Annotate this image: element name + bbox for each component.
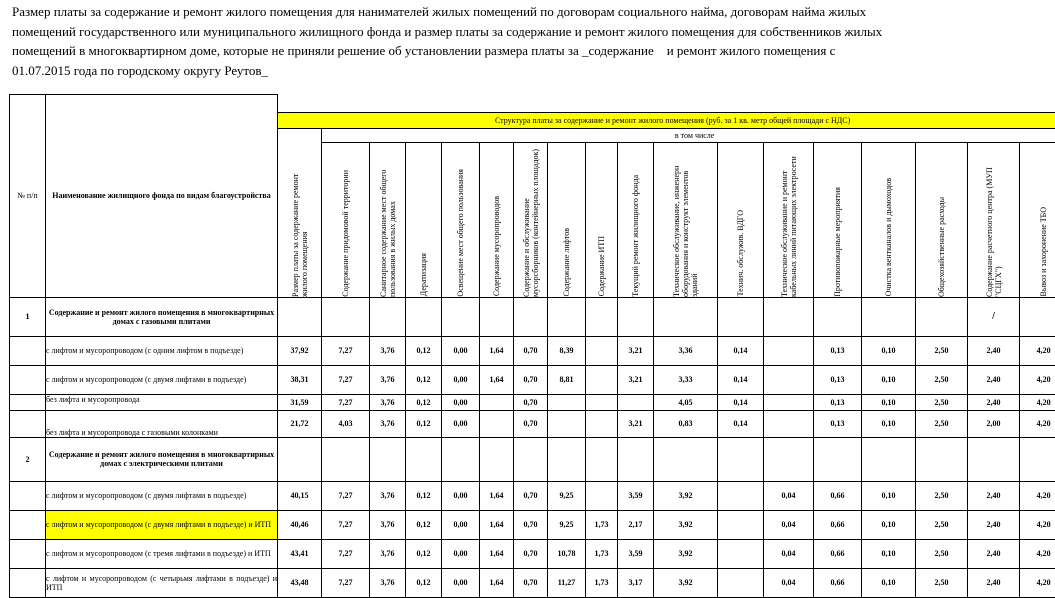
value-cell: 0,04: [764, 481, 814, 510]
section-title: Содержание и ремонт жилого помещения в многоквартирных домах с электрическими плитами: [46, 437, 278, 481]
value-cell: [480, 410, 514, 437]
value-cell: 2,00: [968, 410, 1020, 437]
value-cell: 2,40: [968, 481, 1020, 510]
column-header-label: Содержание расчетного центра (МУП "СЦГХ"): [985, 149, 1003, 297]
empty-cell: [764, 437, 814, 481]
column-header-label: Содержание мусоропроводов: [492, 196, 501, 296]
section-title: Содержание и ремонт жилого помещения в многоквартирных домах с газовыми плитами: [46, 297, 278, 336]
value-cell: 0,70: [514, 481, 548, 510]
value-cell: 2,40: [968, 394, 1020, 410]
column-header-label: Техническое обслуживание и ремонт кабельных линий питающих электросети: [780, 149, 798, 297]
table-row: [10, 539, 1055, 568]
empty-cell: [718, 437, 764, 481]
section-number: 1: [10, 297, 46, 336]
value-cell: 2,50: [916, 365, 968, 394]
empty-cell: [618, 437, 654, 481]
value-cell: 1,73: [586, 568, 618, 597]
value-cell: [618, 394, 654, 410]
empty-cell: [278, 437, 322, 481]
value-cell: 3,92: [654, 481, 718, 510]
value-cell: 1,73: [586, 539, 618, 568]
column-header: [618, 142, 654, 297]
empty-cell: [548, 297, 586, 336]
value-cell: 37,92: [278, 336, 322, 365]
column-header-label: Технич. обслужив. ВДГО: [736, 210, 745, 296]
structure-header: Структура платы за содержание и ремонт жилого помещения (руб. за 1 кв. метр общей площади с НДС): [278, 112, 1055, 128]
value-cell: 0,70: [514, 394, 548, 410]
column-header-label: Содержание и обслуживание мусорсборников (контейнерных площадок): [522, 149, 540, 297]
value-cell: 7,27: [322, 336, 370, 365]
value-cell: 0,66: [814, 510, 862, 539]
column-header-label: Освещение мест общего пользования: [456, 169, 465, 297]
tariff-table: [9, 94, 1055, 598]
value-cell: 21,72: [278, 410, 322, 437]
value-cell: 1,64: [480, 336, 514, 365]
value-cell: 3,92: [654, 510, 718, 539]
value-cell: 0,00: [442, 365, 480, 394]
value-cell: 40,46: [278, 510, 322, 539]
value-cell: 2,50: [916, 481, 968, 510]
value-cell: 3,76: [370, 365, 406, 394]
value-cell: 0,10: [862, 365, 916, 394]
row-name: с лифтом и мусоропроводом (с двумя лифтами в подъезде): [46, 365, 278, 394]
value-cell: 3,59: [618, 539, 654, 568]
value-cell: 0,04: [764, 568, 814, 597]
row-number-cell: [10, 410, 46, 437]
empty-cell: [322, 437, 370, 481]
value-cell: 3,33: [654, 365, 718, 394]
value-cell: 0,12: [406, 539, 442, 568]
column-header: [862, 142, 916, 297]
row-name: без лифта и мусоропровода с газовыми колонками: [46, 410, 278, 437]
value-cell: 3,76: [370, 539, 406, 568]
empty-cell: [278, 297, 322, 336]
value-cell: 0,12: [406, 410, 442, 437]
value-cell: 2,40: [968, 336, 1020, 365]
column-header: [968, 142, 1020, 297]
value-cell: 0,70: [514, 410, 548, 437]
column-header-label: Дератизация: [419, 253, 428, 296]
empty-cell: [618, 297, 654, 336]
value-cell: [586, 410, 618, 437]
value-cell: 0,12: [406, 365, 442, 394]
name-header: Наименование жилищного фонда по видам благоустройства: [46, 95, 278, 298]
value-cell: 3,92: [654, 568, 718, 597]
value-cell: 2,40: [968, 510, 1020, 539]
document-heading: Размер платы за содержание и ремонт жилого помещения для нанимателей жилых помещений по договорам социального найма, договорам найма жилых помещений государственного или муниципального жилищного фонда и размер платы за содержание и ремонт жилого помещения для собственников жилых помещений в многоквартирном доме, которые не приняли решение об установлении размера платы за _содержание и ремонт жилого помещения с 01.07.2015 года по городскому округу Реутов_: [12, 2, 892, 80]
empty-cell: [654, 437, 718, 481]
value-cell: [718, 539, 764, 568]
empty-cell: [764, 297, 814, 336]
value-cell: 2,50: [916, 410, 968, 437]
value-cell: 1,64: [480, 365, 514, 394]
column-header-label: Содержание ИТП: [597, 236, 606, 296]
column-header-label: Очистка вентканалов и дымоходов: [884, 178, 893, 296]
value-cell: 4,20: [1020, 365, 1055, 394]
num-header: № п/п: [10, 95, 46, 298]
value-cell: 0,14: [718, 365, 764, 394]
column-header-label: Техническое обслуживание, инженерн оборудования и конструкт элементов зданий: [672, 149, 699, 297]
section-number: 2: [10, 437, 46, 481]
column-header-label: Размер платы за содержание ремонт жилого помещения: [291, 149, 309, 297]
empty-cell: [586, 437, 618, 481]
table-row: [10, 394, 1055, 410]
value-cell: 0,10: [862, 394, 916, 410]
value-cell: 0,00: [442, 568, 480, 597]
value-cell: 38,31: [278, 365, 322, 394]
value-cell: [764, 394, 814, 410]
value-cell: 7,27: [322, 481, 370, 510]
column-header-label: Противопожарные мероприятия: [833, 187, 842, 297]
value-cell: 3,76: [370, 568, 406, 597]
value-cell: 2,17: [618, 510, 654, 539]
value-cell: 43,48: [278, 568, 322, 597]
value-cell: 4,20: [1020, 539, 1055, 568]
empty-cell: [1020, 297, 1055, 336]
value-cell: 1,64: [480, 539, 514, 568]
value-cell: 0,14: [718, 336, 764, 365]
column-header: [548, 142, 586, 297]
value-cell: 3,76: [370, 394, 406, 410]
value-cell: 4,20: [1020, 568, 1055, 597]
value-cell: [718, 568, 764, 597]
column-header: [514, 142, 548, 297]
empty-cell: [916, 437, 968, 481]
row-number-cell: [10, 568, 46, 597]
value-cell: 2,40: [968, 539, 1020, 568]
value-cell: 0,10: [862, 410, 916, 437]
value-cell: 0,66: [814, 539, 862, 568]
row-number-cell: [10, 510, 46, 539]
value-cell: [548, 394, 586, 410]
value-cell: 0,00: [442, 510, 480, 539]
value-cell: 7,27: [322, 394, 370, 410]
table-row: [10, 568, 1055, 597]
value-cell: 11,27: [548, 568, 586, 597]
value-cell: 1,73: [586, 510, 618, 539]
empty-cell: [548, 437, 586, 481]
value-cell: 3,21: [618, 410, 654, 437]
value-cell: 0,04: [764, 510, 814, 539]
column-header: [442, 142, 480, 297]
section-mark: /: [992, 311, 995, 322]
value-cell: 3,36: [654, 336, 718, 365]
value-cell: 0,00: [442, 394, 480, 410]
value-cell: 4,20: [1020, 336, 1055, 365]
empty-cell: [370, 437, 406, 481]
value-cell: 0,13: [814, 394, 862, 410]
column-header-label: Санитарное содержание мест общего пользования в жилых домах: [379, 149, 397, 297]
value-cell: 0,12: [406, 481, 442, 510]
value-cell: 3,21: [618, 365, 654, 394]
value-cell: 7,27: [322, 510, 370, 539]
value-cell: 2,40: [968, 365, 1020, 394]
row-name: с лифтом и мусоропроводом (с тремя лифтами в подъезде) и ИТП: [46, 539, 278, 568]
value-cell: 4,20: [1020, 510, 1055, 539]
value-cell: 8,39: [548, 336, 586, 365]
row-name: с лифтом и мусоропроводом (с одним лифтом в подъезде): [46, 336, 278, 365]
value-cell: 0,10: [862, 510, 916, 539]
value-cell: 0,13: [814, 365, 862, 394]
value-cell: 0,13: [814, 336, 862, 365]
value-cell: 1,64: [480, 510, 514, 539]
table-row: [10, 410, 1055, 437]
value-cell: 43,41: [278, 539, 322, 568]
table-row: [10, 510, 1055, 539]
value-cell: 2,40: [968, 568, 1020, 597]
value-cell: 0,10: [862, 481, 916, 510]
including-header: в том числе: [322, 128, 1055, 142]
value-cell: 0,00: [442, 336, 480, 365]
value-cell: 9,25: [548, 510, 586, 539]
value-cell: 3,59: [618, 481, 654, 510]
column-header-label: Содержание придомовой территории: [341, 170, 350, 297]
value-cell: [586, 394, 618, 410]
table-row: [10, 365, 1055, 394]
empty-cell: [480, 297, 514, 336]
value-cell: 0,70: [514, 510, 548, 539]
column-header: [370, 142, 406, 297]
table-row: [10, 481, 1055, 510]
value-cell: 0,70: [514, 539, 548, 568]
value-cell: 0,00: [442, 410, 480, 437]
column-header: [1020, 142, 1055, 297]
column-header: [654, 142, 718, 297]
empty-cell: [862, 297, 916, 336]
value-cell: [764, 336, 814, 365]
section-row: [10, 437, 1055, 481]
column-header: [322, 142, 370, 297]
value-cell: 7,27: [322, 365, 370, 394]
empty-cell: [654, 297, 718, 336]
value-cell: 3,21: [618, 336, 654, 365]
value-cell: 0,66: [814, 568, 862, 597]
empty-cell: [814, 437, 862, 481]
value-cell: 7,27: [322, 539, 370, 568]
value-cell: 3,76: [370, 481, 406, 510]
empty-cell: [442, 437, 480, 481]
value-cell: 0,14: [718, 410, 764, 437]
value-cell: 4,03: [322, 410, 370, 437]
column-header-label: Содержание лифтов: [562, 228, 571, 297]
row-number-cell: [10, 336, 46, 365]
value-cell: 0,13: [814, 410, 862, 437]
value-cell: 2,50: [916, 394, 968, 410]
value-cell: 0,70: [514, 336, 548, 365]
value-cell: 31,59: [278, 394, 322, 410]
empty-cell: [916, 297, 968, 336]
empty-cell: [968, 437, 1020, 481]
empty-cell: [586, 297, 618, 336]
value-cell: 3,17: [618, 568, 654, 597]
value-cell: 0,66: [814, 481, 862, 510]
value-cell: [718, 510, 764, 539]
value-cell: 0,14: [718, 394, 764, 410]
row-number-cell: [10, 539, 46, 568]
value-cell: 3,92: [654, 539, 718, 568]
empty-cell: [406, 297, 442, 336]
column-header: [586, 142, 618, 297]
value-cell: 2,50: [916, 568, 968, 597]
value-cell: 3,76: [370, 510, 406, 539]
row-name: без лифта и мусоропровода: [46, 394, 278, 410]
value-cell: 0,12: [406, 394, 442, 410]
value-cell: [548, 410, 586, 437]
value-cell: 40,15: [278, 481, 322, 510]
value-cell: 2,50: [916, 336, 968, 365]
value-cell: 0,00: [442, 481, 480, 510]
column-header: [406, 142, 442, 297]
column-header: [718, 142, 764, 297]
value-cell: 0,04: [764, 539, 814, 568]
value-cell: 0,10: [862, 568, 916, 597]
value-cell: 10,78: [548, 539, 586, 568]
value-cell: 1,64: [480, 481, 514, 510]
empty-cell: [514, 437, 548, 481]
value-cell: [586, 336, 618, 365]
column-header-label: Общехозяйственные расходы: [937, 197, 946, 297]
column-header: [764, 142, 814, 297]
value-cell: 4,05: [654, 394, 718, 410]
column-header: [814, 142, 862, 297]
value-cell: 4,20: [1020, 410, 1055, 437]
table-row: [10, 336, 1055, 365]
value-cell: 7,27: [322, 568, 370, 597]
empty-cell: [862, 437, 916, 481]
empty-cell: [322, 297, 370, 336]
header-blank: [278, 95, 1055, 113]
value-cell: 4,20: [1020, 394, 1055, 410]
value-cell: 0,70: [514, 568, 548, 597]
row-number-cell: [10, 394, 46, 410]
value-cell: 0,83: [654, 410, 718, 437]
value-cell: 4,20: [1020, 481, 1055, 510]
empty-cell: [480, 437, 514, 481]
value-cell: [586, 365, 618, 394]
value-cell: 0,10: [862, 336, 916, 365]
value-cell: 1,64: [480, 568, 514, 597]
row-number-cell: [10, 481, 46, 510]
empty-cell: [442, 297, 480, 336]
column-header-label: Текущий ремонт жилищного фонда: [631, 175, 640, 297]
value-cell: [718, 481, 764, 510]
value-cell: 9,25: [548, 481, 586, 510]
value-cell: [586, 481, 618, 510]
value-cell: 8,81: [548, 365, 586, 394]
row-name: с лифтом и мусоропроводом (с четырьмя лифтами в подъезде) и ИТП: [46, 568, 278, 597]
empty-cell: [370, 297, 406, 336]
value-cell: 0,00: [442, 539, 480, 568]
value-cell: 2,50: [916, 510, 968, 539]
value-cell: 3,76: [370, 410, 406, 437]
empty-cell: [968, 297, 1020, 336]
row-number-cell: [10, 365, 46, 394]
column-header: [480, 142, 514, 297]
value-cell: 0,70: [514, 365, 548, 394]
empty-cell: [514, 297, 548, 336]
column-header: [278, 128, 322, 297]
empty-cell: [814, 297, 862, 336]
value-cell: 0,12: [406, 568, 442, 597]
value-cell: [480, 394, 514, 410]
value-cell: 0,12: [406, 336, 442, 365]
value-cell: [764, 365, 814, 394]
column-header-label: Вывоз и захоронение ТБО: [1039, 207, 1048, 296]
empty-cell: [718, 297, 764, 336]
row-name: с лифтом и мусоропроводом (с двумя лифтами в подъезде) и ИТП: [46, 510, 278, 539]
value-cell: 0,10: [862, 539, 916, 568]
section-row: [10, 297, 1055, 336]
column-header: [916, 142, 968, 297]
value-cell: [764, 410, 814, 437]
empty-cell: [406, 437, 442, 481]
value-cell: 0,12: [406, 510, 442, 539]
empty-cell: [1020, 437, 1055, 481]
value-cell: 3,76: [370, 336, 406, 365]
row-name: с лифтом и мусоропроводом (с двумя лифтами в подъезде): [46, 481, 278, 510]
value-cell: 2,50: [916, 539, 968, 568]
